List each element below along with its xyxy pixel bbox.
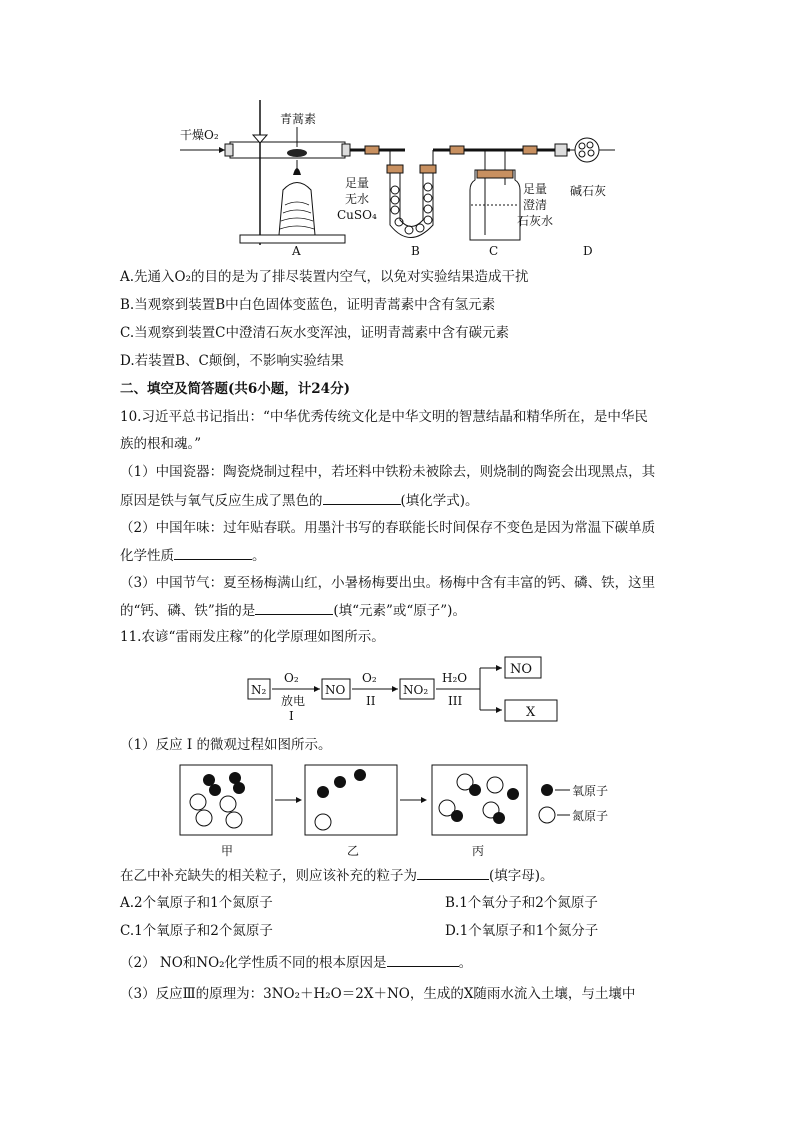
b-reagent-line3: CuSO₄ [337, 208, 377, 222]
answer-blank[interactable] [323, 491, 401, 505]
q10-part2-end: 。 [252, 548, 266, 564]
roman-3: III [448, 694, 463, 708]
sample [287, 149, 307, 157]
alcohol-lamp [279, 183, 315, 236]
q11-part3: （3）反应Ⅲ的原理为：3NO₂＋H₂O＝2X＋NO，生成的X随雨水流入土壤，与土壤中 [120, 986, 636, 1002]
label-c: C [489, 244, 499, 258]
q10-stem-line1: 10.习近平总书记指出：“中华优秀传统文化是中华文明的智慧结晶和精华所在，是中华民 [120, 409, 648, 425]
q10-part3-line1: （3）中国节气：夏至杨梅满山红，小暑杨梅要出虫。杨梅中含有丰富的钙、磷、铁，这里 [120, 575, 656, 591]
roman-2: II [366, 694, 376, 708]
q10-part1-hint: (填化学式)。 [400, 493, 479, 509]
out-no-label: NO [510, 662, 533, 677]
b-reagent-line2: 无水 [345, 192, 370, 206]
q10-part3-line2 [120, 601, 466, 620]
label-d: D [583, 244, 593, 258]
q9-option-b: B.当观察到装置B中白色固体变蓝色，证明青蒿素中含有氢元素 [120, 297, 496, 313]
label-jia: 甲 [221, 844, 234, 858]
q10-part3-text: 的“钙、磷、铁”指的是 [120, 603, 256, 619]
q10-part1-text: 原因是铁与氧气反应生成了黑色的 [120, 493, 323, 509]
artemisinin-label: 青蒿素 [280, 112, 317, 126]
c-reagent-line3: 石灰水 [517, 214, 554, 228]
q11-part2-end: 。 [458, 955, 473, 971]
q11-option-c: C.1个氧原子和2个氮原子 [120, 923, 273, 939]
dry-o2-label: 干燥O₂ [180, 128, 219, 142]
reaction-flow-diagram [240, 652, 560, 730]
q11-part2 [120, 953, 472, 972]
q11-option-a: A.2个氧原子和1个氮原子 [120, 895, 273, 911]
q10-stem-line2: 族的根和魂。” [120, 436, 202, 452]
q9-option-a: A.先通入O₂的目的是为了排尽装置内空气，以免对实验结果造成干扰 [120, 269, 529, 285]
b-reagent-line1: 足量 [345, 176, 370, 190]
apparatus-diagram [175, 95, 625, 265]
legend-nitrogen: 氮原子 [572, 809, 609, 823]
no2-label: NO₂ [403, 683, 429, 697]
legend-oxygen: 氧原子 [572, 784, 609, 798]
q9-option-d: D.若装置B、C颠倒，不影响实验结果 [120, 353, 344, 369]
q10-part2-text: 化学性质 [120, 548, 174, 564]
q10-part3-hint: (填“元素”或“原子”)。 [333, 603, 466, 619]
c-reagent-line1: 足量 [523, 182, 548, 196]
q11-part1-stem: （1）反应 I 的微观过程如图所示。 [120, 737, 332, 753]
condition-discharge: 放电 [281, 694, 306, 708]
q10-part2-line1: （2）中国年味：过年贴春联。用墨汁书写的春联能长时间保存不变色是因为常温下碳单质 [120, 520, 656, 536]
h2o-label: H₂O [442, 671, 468, 685]
label-b: B [411, 244, 420, 258]
q10-part1-line2 [120, 491, 479, 510]
micro-process-diagram [175, 760, 625, 860]
combustion-tube [230, 142, 345, 158]
q11-part2-text: （2） NO和NO₂化学性质不同的根本原因是 [120, 955, 387, 971]
label-a: A [292, 244, 301, 258]
answer-blank[interactable] [387, 953, 459, 967]
q10-part1-line1: （1）中国瓷器：陶瓷烧制过程中，若坯料中铁粉未被除去，则烧制的陶瓷会出现黑点，其 [120, 464, 656, 480]
c-reagent-line2: 澄清 [523, 198, 548, 212]
roman-1: I [289, 709, 294, 723]
n2-label: N₂ [251, 683, 267, 697]
answer-blank[interactable] [417, 866, 489, 880]
q9-option-c: C.当观察到装置C中澄清石灰水变浑浊，证明青蒿素中含有碳元素 [120, 325, 509, 341]
q11-part1-hint: (填字母)。 [489, 868, 554, 884]
section-heading: 二、填空及简答题(共6小题，计24分) [120, 381, 350, 397]
q11-option-b: B.1个氧分子和2个氮原子 [445, 895, 598, 911]
label-yi: 乙 [347, 844, 360, 858]
q11-part1-text: 在乙中补充缺失的相关粒子，则应该补充的粒子为 [120, 868, 417, 884]
q11-option-d: D.1个氧原子和1个氮分子 [445, 923, 599, 939]
q10-part2-line2 [120, 546, 266, 565]
q11-stem: 11.农谚“雷雨发庄稼”的化学原理如图所示。 [120, 629, 385, 645]
u-tube-b [391, 183, 432, 234]
drying-tube-d [575, 138, 599, 162]
label-bing: 丙 [472, 844, 485, 858]
legend-nitrogen-swatch [539, 807, 555, 823]
out-x-label: X [526, 705, 536, 720]
o2-label-2: O₂ [362, 671, 377, 685]
answer-blank[interactable] [174, 546, 252, 560]
d-reagent-label: 碱石灰 [570, 184, 607, 198]
q11-part1-question [120, 866, 554, 885]
answer-blank[interactable] [255, 601, 333, 615]
o2-label-1: O₂ [284, 671, 299, 685]
legend-oxygen-swatch [541, 784, 553, 796]
no-label: NO [325, 683, 346, 697]
